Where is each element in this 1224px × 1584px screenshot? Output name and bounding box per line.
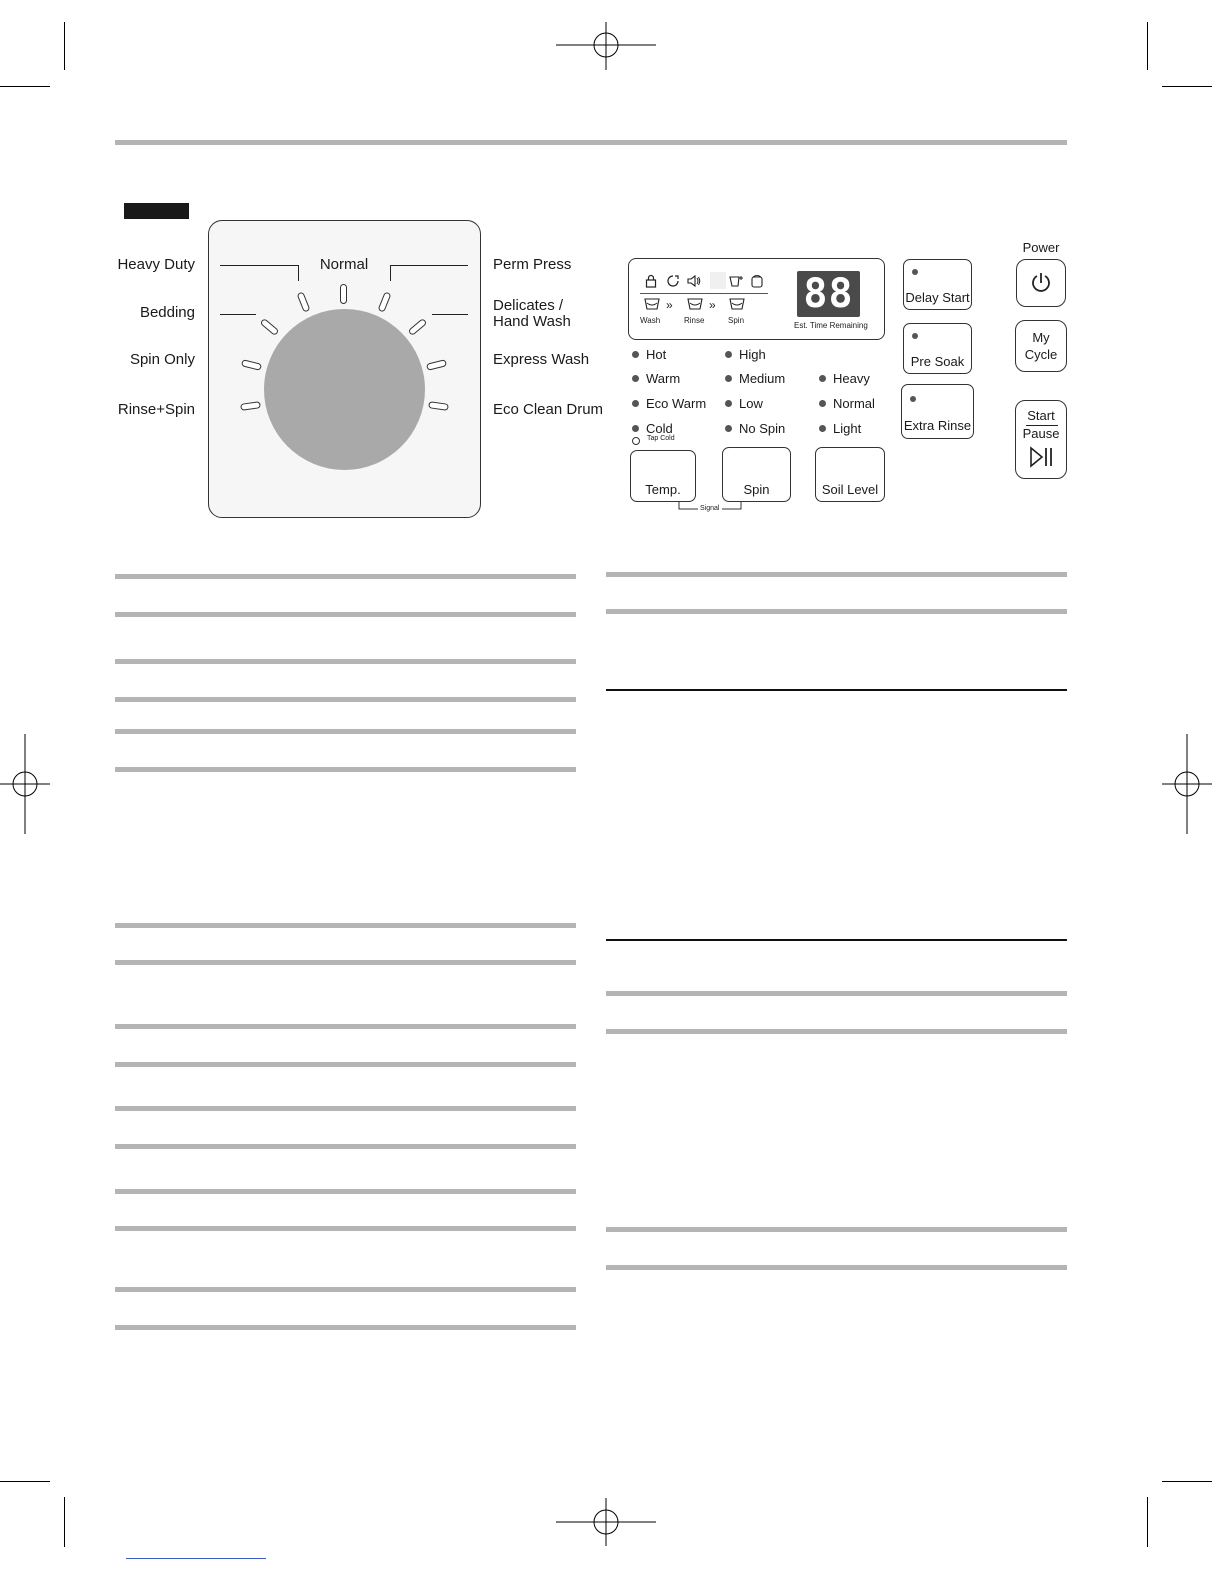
soil-level-button-label: Soil Level: [821, 482, 879, 497]
pre-soak-button[interactable]: [903, 323, 972, 374]
tap-cold-note: Tap Cold: [647, 435, 675, 442]
display-divider: [640, 293, 768, 294]
tap-cold-led: [632, 437, 640, 445]
temp-led-eco-warm: [632, 400, 639, 407]
soil-led-heavy: [819, 375, 826, 382]
delay-start-button[interactable]: [903, 259, 972, 310]
temp-option-warm: Warm: [646, 371, 681, 386]
dial-tick-normal: [340, 284, 347, 304]
spin-option-low: Low: [739, 396, 763, 411]
temp-button[interactable]: [630, 450, 696, 502]
spin-led-high: [725, 351, 732, 358]
delay-start-led: [912, 269, 918, 275]
temp-option-hot: Hot: [646, 347, 667, 362]
my-cycle-button[interactable]: [1015, 320, 1067, 372]
temp-button-label: Temp.: [645, 482, 681, 497]
signal-label: Signal: [700, 505, 720, 512]
cycle-selector-knob[interactable]: [264, 309, 425, 470]
cycle-label-heavy-duty: Heavy Duty: [117, 256, 195, 273]
spin-icon: [729, 298, 745, 310]
extra-rinse-led: [910, 396, 916, 402]
soil-option-normal: Normal: [833, 396, 875, 411]
pre-soak-icon: [750, 274, 764, 288]
progress-arrow-2: »: [709, 298, 716, 312]
spin-option-high: High: [739, 347, 766, 362]
pre-soak-led: [912, 333, 918, 339]
progress-label-spin: Spin: [728, 316, 745, 325]
soil-option-light: Light: [833, 421, 862, 436]
temp-led-hot: [632, 351, 639, 358]
lock-icon: [645, 274, 657, 288]
spin-led-no-spin: [725, 425, 732, 432]
pause-label: Pause: [1022, 426, 1060, 441]
spin-button-label: Spin: [743, 482, 770, 497]
section-tag: [124, 203, 189, 219]
registration-mark-right: [1162, 734, 1212, 834]
wash-icon: [644, 298, 660, 310]
registration-mark-top: [556, 22, 656, 70]
spin-option-no-spin: No Spin: [739, 421, 786, 436]
header-rule: [115, 140, 1067, 145]
cycle-label-hand-wash: Hand Wash: [493, 313, 571, 330]
temp-led-cold: [632, 425, 639, 432]
start-label: Start: [1027, 408, 1055, 423]
leader-heavy-duty: [220, 265, 298, 266]
progress-label-rinse: Rinse: [684, 316, 705, 325]
play-pause-icon: [1029, 446, 1055, 468]
power-button[interactable]: [1016, 259, 1066, 307]
cycle-label-perm-press: Perm Press: [493, 256, 572, 273]
spin-led-medium: [725, 375, 732, 382]
delay-start-label: Delay Start: [905, 290, 970, 305]
cycle-label-eco-clean-drum: Eco Clean Drum: [493, 401, 604, 418]
cycle-label-bedding: Bedding: [139, 304, 195, 321]
temp-option-cold: Cold: [646, 421, 673, 436]
mute-icon: [687, 274, 701, 288]
leader-delicates: [432, 314, 468, 315]
leader-bedding: [220, 314, 256, 315]
soil-led-normal: [819, 400, 826, 407]
spin-button[interactable]: [722, 447, 791, 502]
rinse-icon: [687, 298, 703, 310]
registration-mark-left: [0, 734, 50, 834]
time-display: 88: [797, 271, 860, 317]
temp-led-warm: [632, 375, 639, 382]
progress-arrow-1: »: [666, 298, 673, 312]
time-caption: Est. Time Remaining: [794, 321, 868, 330]
soil-level-button[interactable]: [815, 447, 885, 502]
rinse-plus-icon: [729, 274, 745, 288]
pre-soak-label: Pre Soak: [910, 354, 965, 369]
temp-option-eco-warm: Eco Warm: [646, 396, 707, 411]
cycle-label-express-wash: Express Wash: [493, 351, 590, 368]
progress-label-wash: Wash: [640, 316, 661, 325]
extra-rinse-label: Extra Rinse: [903, 418, 972, 433]
my-cycle-label-1: My: [1032, 330, 1050, 345]
my-cycle-label-2: Cycle: [1024, 347, 1058, 362]
extra-rinse-button[interactable]: [901, 384, 974, 439]
cycle-label-delicates: Delicates /: [493, 297, 564, 314]
start-pause-button[interactable]: [1015, 400, 1067, 479]
blank-indicator: [710, 272, 726, 289]
registration-mark-bottom: [556, 1498, 656, 1546]
spin-led-low: [725, 400, 732, 407]
power-caption: Power: [1022, 240, 1060, 255]
soil-option-heavy: Heavy: [833, 371, 870, 386]
cycle-label-rinse-spin: Rinse+Spin: [117, 401, 195, 418]
cycle-label-spin-only: Spin Only: [129, 351, 195, 368]
smart-check-icon: [666, 274, 680, 288]
leader-perm-press: [390, 265, 468, 266]
soil-led-light: [819, 425, 826, 432]
cycle-label-normal: Normal: [319, 256, 369, 273]
power-icon: [1029, 271, 1053, 295]
spin-option-medium: Medium: [739, 371, 786, 386]
